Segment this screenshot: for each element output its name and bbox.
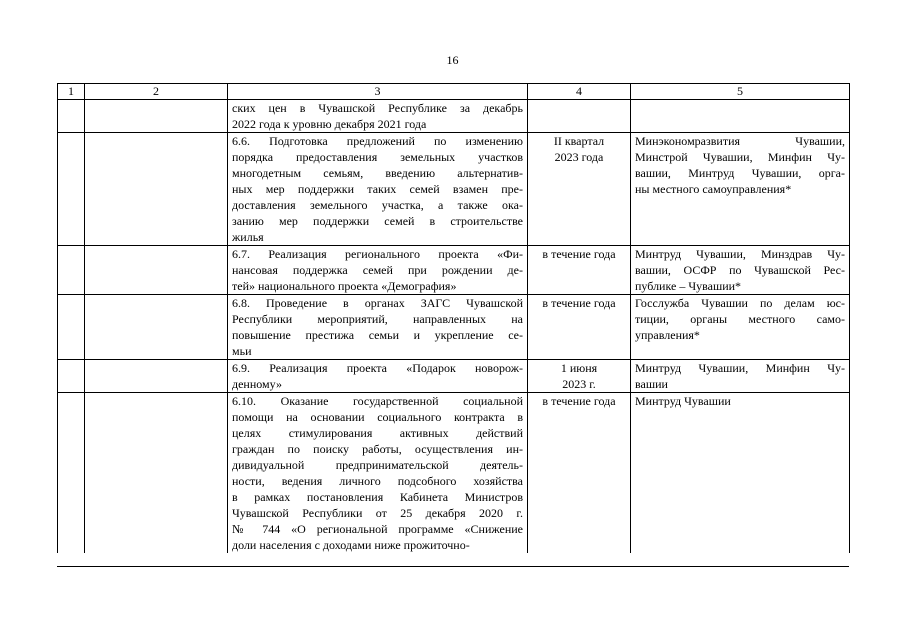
cell-line: мьи [232, 344, 252, 358]
cell-line: граждан по поиску работы, осуществления ин- [232, 442, 523, 456]
cell-line: вашии, Минтруд Чувашии, орга- [635, 166, 845, 180]
cell-line: Республики мероприятий, направленных на [232, 312, 523, 326]
cell-responsible [631, 246, 850, 295]
table-row [58, 100, 850, 133]
cell-line: ных мер поддержки таких семей взамен пре- [232, 182, 523, 196]
table-row [58, 295, 850, 360]
table-body [58, 100, 850, 554]
cell-num [58, 100, 85, 133]
cell-line: в рамках постановления Кабинета Министров [232, 490, 523, 504]
cell-line: вашии, ОСФР по Чувашской Рес- [635, 263, 845, 277]
cell-line: в течение года [542, 394, 616, 408]
cell-responsible [631, 100, 850, 133]
cell-line: вашии [635, 377, 668, 391]
cell-line: занию мер поддержки семей в строительстве [232, 214, 523, 228]
cell-measure [228, 295, 528, 360]
column-header: 1 [58, 84, 85, 100]
table-row [58, 133, 850, 246]
cell-num [58, 133, 85, 246]
cell-num [58, 393, 85, 554]
cell-line: 6.7. Реализация регионального проекта «Фи- [232, 247, 523, 261]
column-header: 2 [85, 84, 228, 100]
cell-responsible [631, 133, 850, 246]
cell-line: Чувашской Республики от 25 декабря 2020 г. [232, 506, 523, 520]
table-row [58, 246, 850, 295]
cell-line: 6.10. Оказание государственной социальной [232, 394, 523, 408]
table-row [58, 360, 850, 393]
cell-line: в течение года [542, 296, 616, 310]
cell-deadline [528, 295, 631, 360]
table-header-row [58, 84, 850, 100]
cell-deadline [528, 100, 631, 133]
table-row [58, 393, 850, 554]
cell-measure [228, 246, 528, 295]
cell-line: II квартал [553, 134, 605, 148]
cell-line: доставления земельного участка, а также ока- [232, 198, 523, 212]
cell-line: Госслужба Чувашии по делам юс- [635, 296, 845, 310]
cell-line: 6.6. Подготовка предложений по изменению [232, 134, 523, 148]
cell-line: целях стимулирования активных действий [232, 426, 523, 440]
cell-line: управления* [635, 328, 700, 342]
cell-line: публике – Чувашии* [635, 279, 742, 293]
page-number: 16 [446, 53, 459, 67]
cell-line: ских цен в Чувашской Республике за декабрь [232, 101, 523, 115]
cell-measure [228, 100, 528, 133]
cell-num [58, 360, 85, 393]
cell-line: 6.8. Проведение в органах ЗАГС Чувашской [232, 296, 523, 310]
cell-line: 6.9. Реализация проекта «Подарок новорож- [232, 361, 523, 375]
cell-line: 2023 г. [562, 377, 596, 391]
cell-num [58, 295, 85, 360]
cell-line: Минтруд Чувашии [635, 394, 731, 408]
cell-line: помощи на основании социального контракта в [232, 410, 523, 424]
cell-deadline [528, 246, 631, 295]
column-header: 4 [528, 84, 631, 100]
cell-measure [228, 360, 528, 393]
cell-line: доли населения с доходами ниже прожиточно- [232, 538, 470, 552]
cell-responsible [631, 360, 850, 393]
cell-measure [228, 133, 528, 246]
measures-table [57, 83, 850, 553]
cell-responsible [631, 295, 850, 360]
column-header: 3 [228, 84, 528, 100]
cell-blank [85, 100, 228, 133]
cell-line: тей» национального проекта «Демография» [232, 279, 457, 293]
cell-line: тиции, органы местного само- [635, 312, 845, 326]
cell-line: Минтруд Чувашии, Минфин Чу- [635, 361, 845, 375]
cell-line: 2022 года к уровню декабря 2021 года [232, 117, 427, 131]
cell-line: в течение года [542, 247, 616, 261]
cell-line: нансовая поддержка семей при рождении де- [232, 263, 523, 277]
cell-line: денному» [232, 377, 282, 391]
cell-line: повышение престижа семьи и укрепление се- [232, 328, 523, 342]
cell-deadline [528, 393, 631, 554]
cell-line: жилья [232, 230, 264, 244]
cell-measure [228, 393, 528, 554]
cell-line: Минэкономразвития Чувашии, [635, 134, 845, 148]
cell-line: порядка предоставления земельных участков [232, 150, 523, 164]
cell-line: Минстрой Чувашии, Минфин Чу- [635, 150, 845, 164]
cell-line: дивидуальной предпринимательской деятель- [232, 458, 523, 472]
cell-blank [85, 133, 228, 246]
cell-blank [85, 246, 228, 295]
cell-line: № 744 «О региональной программе «Снижение [232, 522, 523, 536]
cell-line: 2023 года [554, 150, 604, 164]
cell-line: ности, ведения личного подсобного хозяйства [232, 474, 523, 488]
cell-blank [85, 295, 228, 360]
cell-blank [85, 360, 228, 393]
cell-blank [85, 393, 228, 554]
table-bottom-rule [57, 566, 849, 567]
cell-num [58, 246, 85, 295]
cell-line: многодетным семьям, введению альтернатив- [232, 166, 523, 180]
column-header: 5 [631, 84, 850, 100]
cell-responsible [631, 393, 850, 554]
cell-deadline [528, 133, 631, 246]
cell-deadline [528, 360, 631, 393]
cell-line: 1 июня [560, 361, 598, 375]
cell-line: ны местного самоуправления* [635, 182, 792, 196]
cell-line: Минтруд Чувашии, Минздрав Чу- [635, 247, 845, 261]
